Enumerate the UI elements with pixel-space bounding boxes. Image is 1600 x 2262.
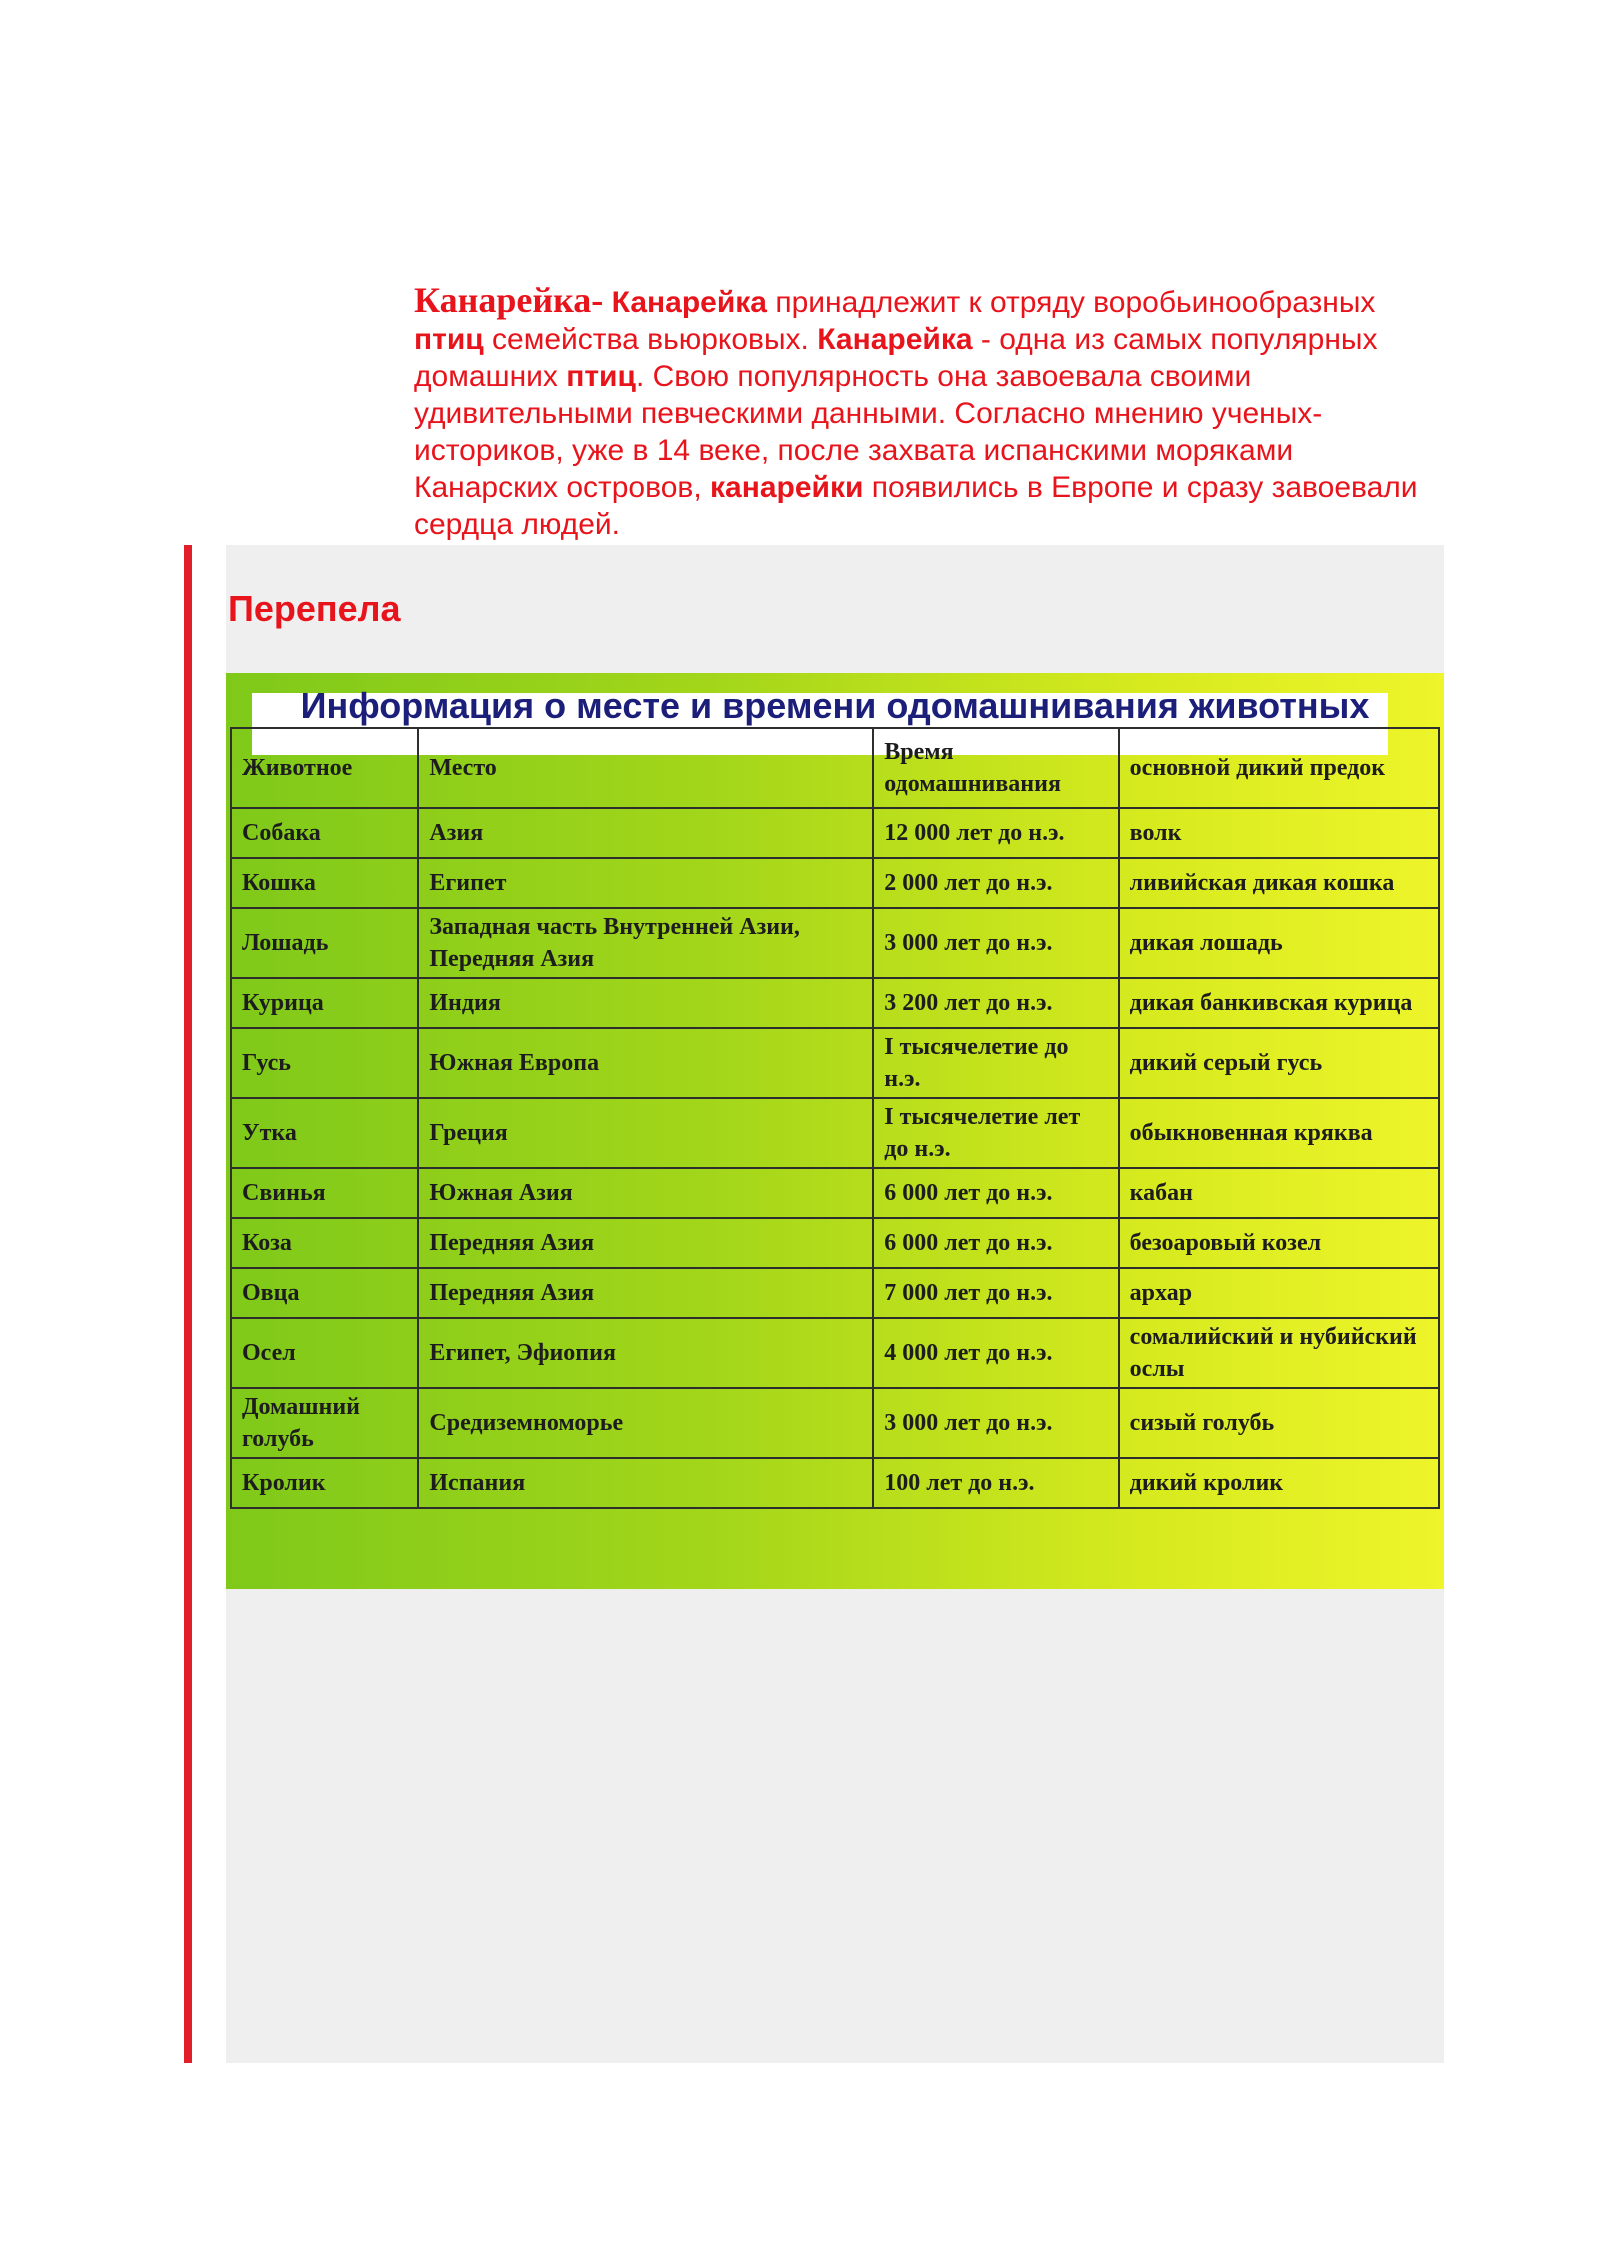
domestication-table (230, 727, 1440, 1509)
cell-ancestor: безоаровый козел (1119, 1218, 1439, 1268)
table-row (231, 1458, 1439, 1508)
cell-ancestor: волк (1119, 808, 1439, 858)
cell-animal: Свинья (231, 1168, 418, 1218)
cell-animal: Домашний голубь (231, 1388, 418, 1458)
cell-place: Южная Европа (418, 1028, 873, 1098)
intro-emphasis: птиц (566, 360, 636, 393)
table-row (231, 1388, 1439, 1458)
table-header-row (231, 728, 1439, 808)
header-ancestor: основной дикий предок (1119, 728, 1439, 808)
table-row (231, 1268, 1439, 1318)
intro-lead-word: Канарейка- (414, 280, 604, 320)
domestication-table-image (226, 673, 1444, 1589)
cell-time: I тысячелетие лет до н.э. (873, 1098, 1118, 1168)
cell-animal: Кролик (231, 1458, 418, 1508)
cell-ancestor: дикий кролик (1119, 1458, 1439, 1508)
cell-time: 3 000 лет до н.э. (873, 908, 1118, 978)
cell-ancestor: сизый голубь (1119, 1388, 1439, 1458)
cell-ancestor: кабан (1119, 1168, 1439, 1218)
intro-text-segment: семейства вьюрковых. (483, 323, 818, 356)
cell-place: Западная часть Внутренней Азии, Передняя Азия (418, 908, 873, 978)
table-row (231, 908, 1439, 978)
section-title: Перепела (228, 588, 401, 629)
cell-time: 6 000 лет до н.э. (873, 1218, 1118, 1268)
cell-animal: Лошадь (231, 908, 418, 978)
cell-place: Греция (418, 1098, 873, 1168)
intro-emphasis: Канарейка (817, 323, 973, 356)
intro-text-segment: - одна из самых популярных домашних (414, 323, 1378, 393)
header-animal: Животное (231, 728, 418, 808)
table-row (231, 1168, 1439, 1218)
intro-emphasis: птиц (414, 323, 484, 356)
intro-text-segment: . Свою популярность она завоевала своими удивительными певческими данными. Согласно мнению ученых-историков, уже в 14 веке, после захвата испанскими моряками Канарских островов, (414, 360, 1323, 504)
intro-text-segment: принадлежит к отряду воробьинообразных (766, 286, 1376, 319)
cell-time: I тысячелетие до н.э. (873, 1028, 1118, 1098)
intro-emphasis: канарейки (710, 471, 864, 504)
cell-place: Средиземноморье (418, 1388, 873, 1458)
cell-place: Азия (418, 808, 873, 858)
cell-place: Передняя Азия (418, 1268, 873, 1318)
cell-animal: Гусь (231, 1028, 418, 1098)
cell-place: Испания (418, 1458, 873, 1508)
cell-time: 6 000 лет до н.э. (873, 1168, 1118, 1218)
intro-emphasis: Канарейка (611, 286, 767, 319)
cell-animal: Кошка (231, 858, 418, 908)
cell-place: Южная Азия (418, 1168, 873, 1218)
table-row (231, 1028, 1439, 1098)
table-row (231, 858, 1439, 908)
cell-animal: Курица (231, 978, 418, 1028)
cell-ancestor: ливийская дикая кошка (1119, 858, 1439, 908)
table-body (231, 808, 1439, 1508)
cell-time: 4 000 лет до н.э. (873, 1318, 1118, 1388)
header-place: Место (418, 728, 873, 808)
cell-animal: Коза (231, 1218, 418, 1268)
cell-ancestor: дикая банкивская курица (1119, 978, 1439, 1028)
cell-place: Передняя Азия (418, 1218, 873, 1268)
cell-ancestor: сомалийский и нубийский ослы (1119, 1318, 1439, 1388)
header-time: Время одомашнивания (873, 728, 1118, 808)
cell-time: 2 000 лет до н.э. (873, 858, 1118, 908)
table-title: Информация о месте и времени одомашнивания животных (300, 685, 1370, 726)
cell-time: 100 лет до н.э. (873, 1458, 1118, 1508)
cell-ancestor: дикий серый гусь (1119, 1028, 1439, 1098)
table-row (231, 1098, 1439, 1168)
cell-time: 7 000 лет до н.э. (873, 1268, 1118, 1318)
cell-animal: Осел (231, 1318, 418, 1388)
table-row (231, 1318, 1439, 1388)
cell-animal: Овца (231, 1268, 418, 1318)
left-accent-bar (184, 545, 192, 2063)
cell-place: Египет (418, 858, 873, 908)
cell-time: 3 200 лет до н.э. (873, 978, 1118, 1028)
cell-time: 12 000 лет до н.э. (873, 808, 1118, 858)
cell-time: 3 000 лет до н.э. (873, 1388, 1118, 1458)
intro-text-segment: появились в Европе и сразу завоевали сердца людей. (414, 471, 1418, 541)
cell-ancestor: дикая лошадь (1119, 908, 1439, 978)
cell-place: Египет, Эфиопия (418, 1318, 873, 1388)
table-row (231, 1218, 1439, 1268)
cell-ancestor: обыкновенная кряква (1119, 1098, 1439, 1168)
cell-animal: Утка (231, 1098, 418, 1168)
intro-text (414, 286, 1418, 541)
cell-place: Индия (418, 978, 873, 1028)
cell-ancestor: архар (1119, 1268, 1439, 1318)
table-row (231, 808, 1439, 858)
table-row (231, 978, 1439, 1028)
cell-animal: Собака (231, 808, 418, 858)
intro-paragraph (414, 282, 1434, 543)
